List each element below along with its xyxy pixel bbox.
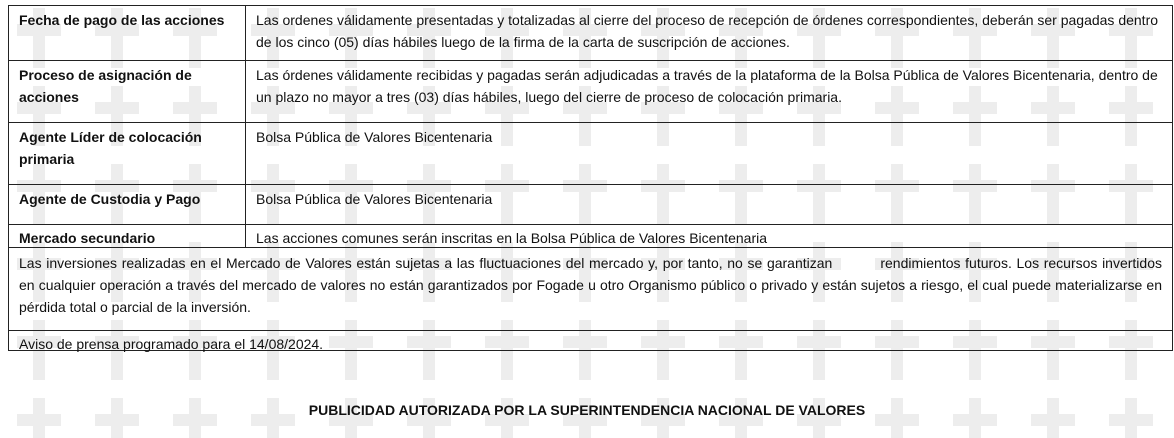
- row-label: Agente Líder de colocación primaria: [9, 123, 246, 185]
- press-notice-date: Aviso de prensa programado para el 14/08/2024.: [8, 331, 1173, 351]
- table-row: [9, 61, 1173, 123]
- table-row: [9, 225, 1173, 248]
- row-value: Las órdenes válidamente recibidas y pagadas serán adjudicadas a través de la plataforma de la Bolsa Pública de Valores Bicentenaria, dentro de un plazo no mayor a tres (03) días hábiles, luego del cierre de proceso de colocación primaria.: [246, 61, 1173, 123]
- row-label: Proceso de asignación de acciones: [9, 61, 246, 123]
- table-row: [9, 123, 1173, 185]
- row-value: Las ordenes válidamente presentadas y totalizadas al cierre del proceso de recepción de órdenes correspondientes, deberán ser pagadas dentro de los cinco (05) días hábiles luego de la firma de la carta de suscripción de acciones.: [246, 6, 1173, 61]
- row-label: Fecha de pago de las acciones: [9, 6, 246, 61]
- row-value: Las acciones comunes serán inscritas en la Bolsa Pública de Valores Bicentenaria: [246, 225, 1173, 248]
- risk-disclaimer: [8, 248, 1173, 331]
- document-frame: [8, 5, 1173, 351]
- disclaimer-part-2: rendimientos futuros. Los recursos invertidos en cualquier operación a través del mercado de valores no están garantizados por Fogade u otro Organismo público o privado y están sujetos a riesgo, el cual puede materializarse en pérdida total o parcial de la inversión.: [19, 255, 1162, 315]
- row-label: Agente de Custodia y Pago: [9, 185, 246, 225]
- row-value: Bolsa Pública de Valores Bicentenaria: [246, 185, 1173, 225]
- row-value: Bolsa Pública de Valores Bicentenaria: [246, 123, 1173, 185]
- terms-table: [8, 5, 1173, 248]
- table-row: [9, 185, 1173, 225]
- row-label: Mercado secundario: [9, 225, 246, 248]
- authorization-footer: PUBLICIDAD AUTORIZADA POR LA SUPERINTENDENCIA NACIONAL DE VALORES: [308, 402, 866, 418]
- table-row: [9, 6, 1173, 61]
- disclaimer-part-1: Las inversiones realizadas en el Mercado de Valores están sujetas a las fluctuaciones del mercado y, por tanto, no se garantizan: [19, 255, 833, 271]
